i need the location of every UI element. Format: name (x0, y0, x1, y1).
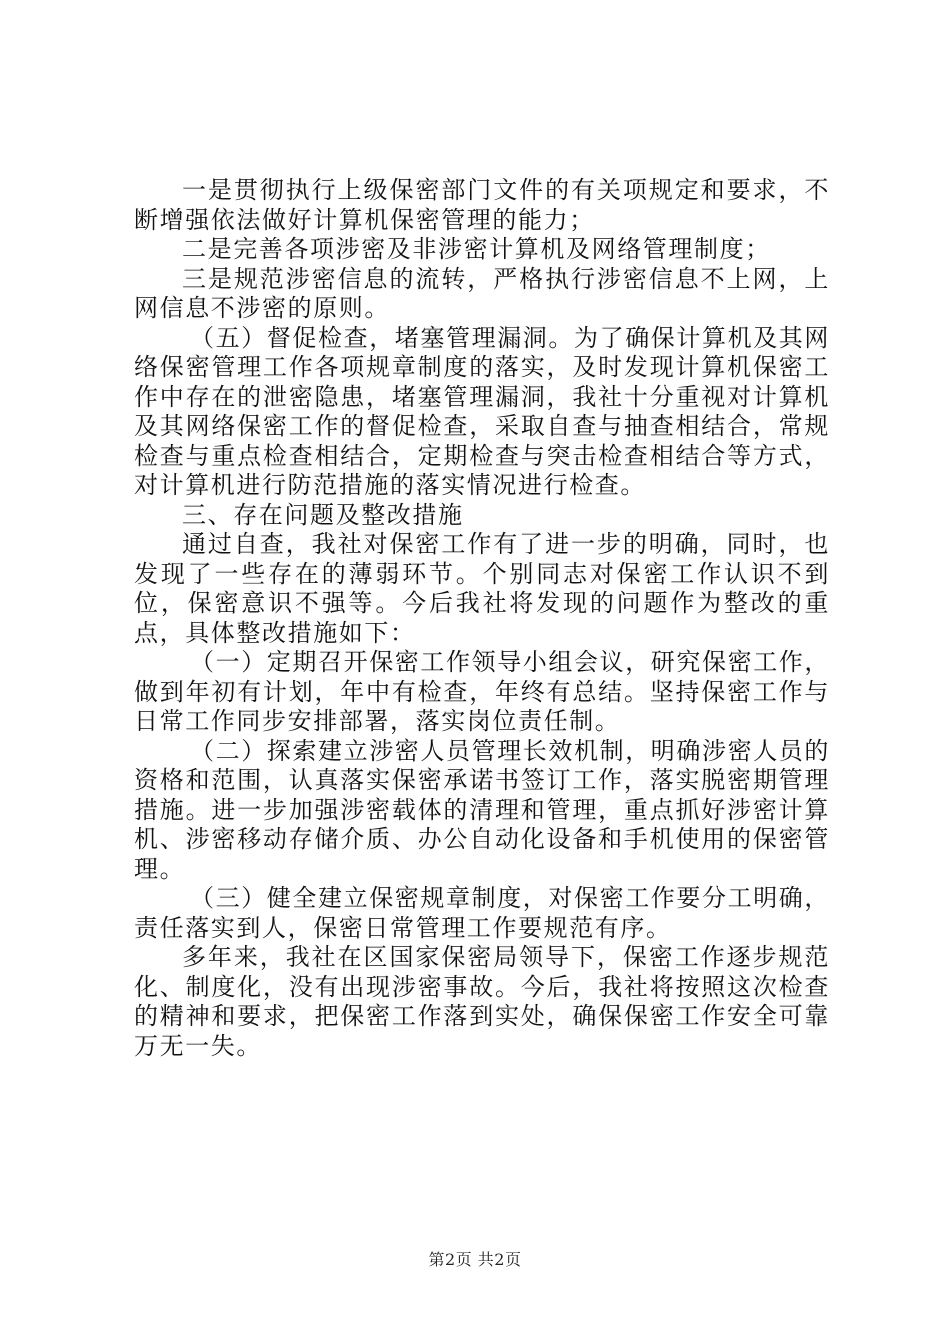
paragraph-2: 二是完善各项涉密及非涉密计算机及网络管理制度； (182, 235, 771, 263)
paragraph-1: 一是贯彻执行上级保密部门文件的有关项规定和要求，不断增强依法做好计算机保密管理的能力； (134, 176, 830, 234)
paragraph-8: （二）探索建立涉密人员管理长效机制，明确涉密人员的资格和范围，认真落实保密承诺书签订工作，落实脱密期管理措施。进一步加强涉密载体的清理和管理，重点抓好涉密计算机、涉密移动存储介质、办公自动化设备和手机使用的保密管理。 (134, 736, 830, 883)
section-heading: 三、存在问题及整改措施 (182, 500, 464, 529)
paragraph-7: （一）定期召开保密工作领导小组会议，研究保密工作，做到年初有计划，年中有检查，年终有总结。坚持保密工作与日常工作同步安排部署，落实岗位责任制。 (134, 648, 830, 735)
paragraph-6: 通过自查，我社对保密工作有了进一步的明确，同时，也发现了一些存在的薄弱环节。个别同志对保密工作认识不到位，保密意识不强等。今后我社将发现的问题作为整改的重点，具体整改措施如下： (134, 530, 830, 647)
paragraph-4: （五）督促检查，堵塞管理漏洞。为了确保计算机及其网络保密管理工作各项规章制度的落实，及时发现计算机保密工作中存在的泄密隐患，堵塞管理漏洞，我社十分重视对计算机及其网络保密工作的督促检查，采取自查与抽查相结合，常规检查与重点检查相结合，定期检查与突击检查相结合等方式，对计算机进行防范措施的落实情况进行检查。 (134, 323, 830, 499)
paragraph-9: （三）健全建立保密规章制度，对保密工作要分工明确，责任落实到人，保密日常管理工作要规范有序。 (134, 884, 830, 942)
paragraph-10: 多年来，我社在区国家保密局领导下，保密工作逐步规范化、制度化，没有出现涉密事故。今后，我社将按照这次检查的精神和要求，把保密工作落到实处，确保保密工作安全可靠万无一失。 (134, 943, 830, 1060)
document-body (134, 176, 830, 1061)
page-footer: 第2页 共2页 (428, 1250, 522, 1269)
paragraph-3: 三是规范涉密信息的流转，严格执行涉密信息不上网，上网信息不涉密的原则。 (134, 264, 830, 322)
